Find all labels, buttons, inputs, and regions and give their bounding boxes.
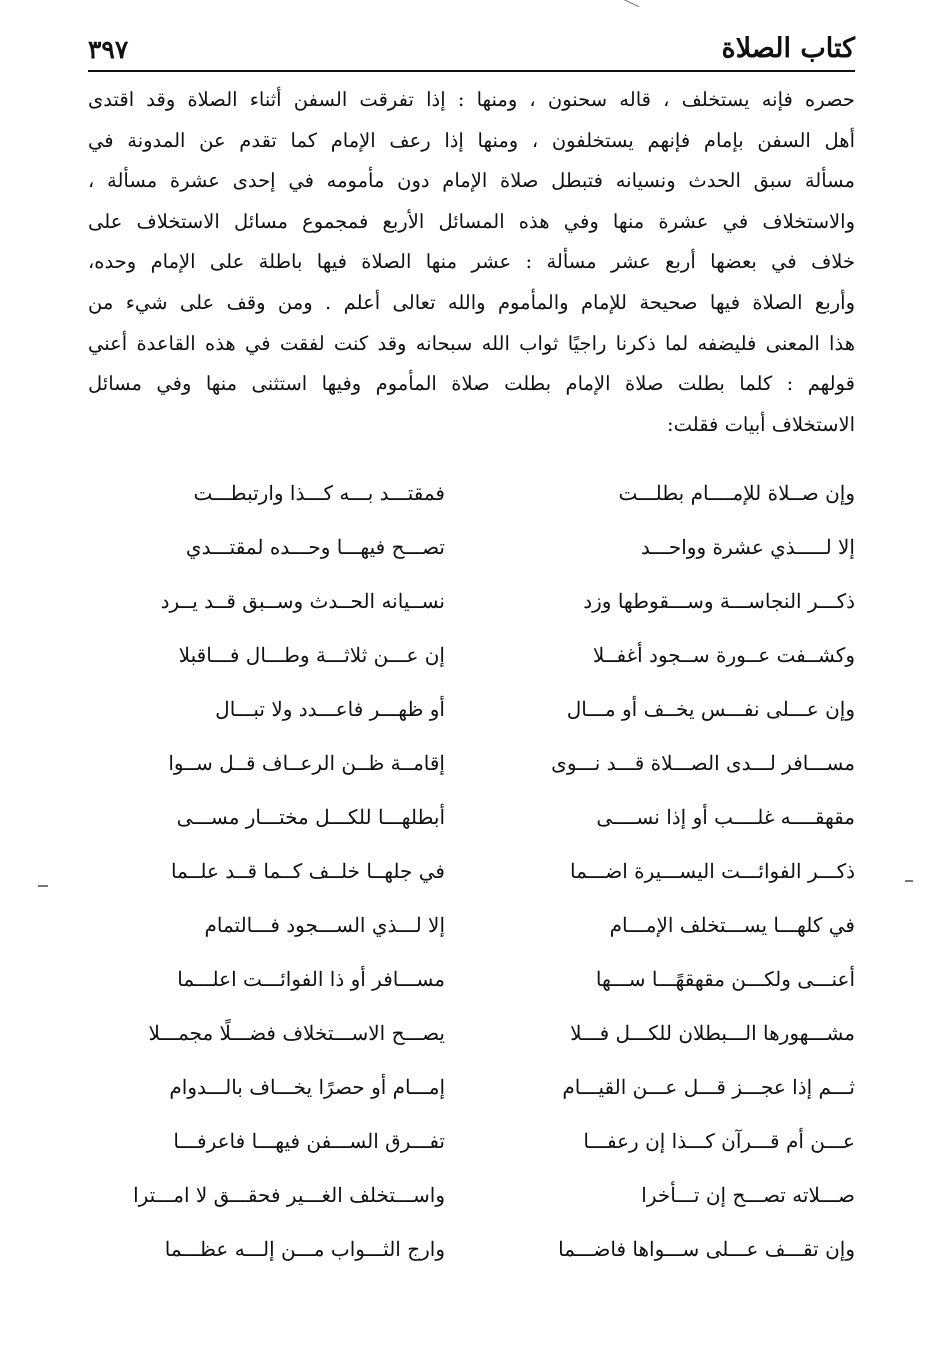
verse [88,898,855,952]
second-hemistich: إن عـــن ثلاثـــة وطـــال فـــاقبلا [178,643,445,667]
first-hemistich: مقهقــــه غلــــب أو إذا نســــى [596,805,855,829]
scan-artifact [621,0,640,7]
second-hemistich: في جلهــا خلــف كــما قــد علــما [170,859,445,883]
verse [88,1006,855,1060]
verse [88,520,855,574]
book-title: كتاب الصلاة [721,33,855,64]
first-hemistich: مشـــهورها الـــبطلان للكـــل فـــلا [570,1021,855,1045]
second-hemistich: تصـــح فيهـــا وحـــده لمقتـــدي [185,535,445,559]
second-hemistich: يصـــح الاســـتخلاف فضـــلًا مجمـــلا [148,1021,445,1045]
prose-line: وأربع الصلاة فيها صحيحة للإمام والمأموم والله تعالى أعلم . ومن وقف على شيء من [88,290,855,314]
first-hemistich: وإن صــلاة للإمــــام بطلـــت [618,481,855,505]
verse [88,466,855,520]
verse [88,844,855,898]
prose-line: الاستخلاف أبيات فقلت: [667,412,855,436]
first-hemistich: وإن عـــلى نفـــس يخــف أو مـــال [566,697,855,721]
prose-line: حصره فإنه يستخلف ، قاله سحنون ، ومنها : إذا تفرقت السفن أثناء الصلاة وقد اقتدى [88,88,855,111]
second-hemistich: وارج الثـــواب مـــن إلـــه عظـــما [164,1237,445,1261]
poem [88,466,855,1276]
verse [88,1060,855,1114]
first-hemistich: وكشــفت عــورة ســجود أغفــلا [592,643,855,667]
first-hemistich: مســـافر لـــدى الصـــلاة قـــد نـــوى [551,751,855,775]
verse [88,952,855,1006]
second-hemistich: تفـــرق الســـفن فيهـــا فاعرفـــا [173,1129,445,1153]
verse [88,628,855,682]
first-hemistich: أعنـــى ولكـــن مقهقهًـــا ســـها [595,967,855,991]
verse [88,1168,855,1222]
second-hemistich: مســـافر أو ذا الفوائـــت اعلـــما [177,967,445,991]
first-hemistich: ذكـــر النجاســـة وســـقوطها وزد [583,589,855,613]
scan-artifact [905,880,913,882]
verse [88,1222,855,1276]
page-header [88,26,855,72]
prose-line: أهل السفن بإمام فإنهم يستخلفون ، ومنها إذا رعف الإمام كما تقدم عن المدونة في [88,128,855,152]
scan-artifact [38,885,48,887]
page-number: ٣٩٧ [88,35,129,64]
second-hemistich: أبطلهـــا للكـــل مختـــار مســـى [176,805,445,829]
verse [88,790,855,844]
second-hemistich: إلا لـــذي الســـجود فـــالتمام [204,913,445,937]
first-hemistich: وإن تقـــف عـــلى ســـواها فاضـــما [558,1237,855,1261]
second-hemistich: نســيانه الحــدث وســبق قــد يــرد [160,589,445,613]
first-hemistich: صـــلاته تصـــح إن تـــأخرا [641,1183,855,1207]
prose-line: قولهم : كلما بطلت صلاة الإمام بطلت صلاة المأموم وفيها استثنى منها وفي مسائل [88,372,855,396]
second-hemistich: إقامــة ظــن الرعــاف قــل ســوا [168,751,445,775]
prose-line: هذا المعنى فليضفه لما ذكرنا راجيًا ثواب الله سبحانه وقد كنت لفقت في هذه القاعدة أعني [88,331,855,355]
prose-paragraph [88,80,855,445]
second-hemistich: واســـتخلف الغـــير فحقـــق لا امـــترا [133,1183,445,1207]
second-hemistich: أو ظهـــر فاعـــدد ولا تبـــال [215,697,445,721]
first-hemistich: عـــن أم قـــرآن كـــذا إن رعفـــا [583,1129,855,1153]
verse [88,736,855,790]
second-hemistich: إمـــام أو حصرًا يخـــاف بالـــدوام [169,1075,445,1099]
verse [88,574,855,628]
verse [88,1114,855,1168]
first-hemistich: ثـــم إذا عجـــز قـــل عـــن القيـــام [562,1075,855,1099]
first-hemistich: ذكـــر الفوائـــت اليســـيرة اضـــما [570,859,855,883]
first-hemistich: في كلهـــا يســـتخلف الإمـــام [609,913,855,937]
first-hemistich: إلا لـــــذي عشرة وواحـــد [640,535,855,559]
prose-line: مسألة سبق الحدث ونسيانه فتبطل صلاة الإمام دون مأمومه في إحدى عشرة مسألة ، [88,169,855,193]
second-hemistich: فمقتـــد بـــه كـــذا وارتبطـــت [193,481,445,505]
prose-line: خلاف في بعضها أربع عشر مسألة : عشر منها الصلاة فيها باطلة على الإمام وحده، [88,250,855,274]
verse [88,682,855,736]
prose-line: والاستخلاف في عشرة منها وفي هذه المسائل الأربع فمجموع مسائل الاستخلاف على [88,209,855,233]
